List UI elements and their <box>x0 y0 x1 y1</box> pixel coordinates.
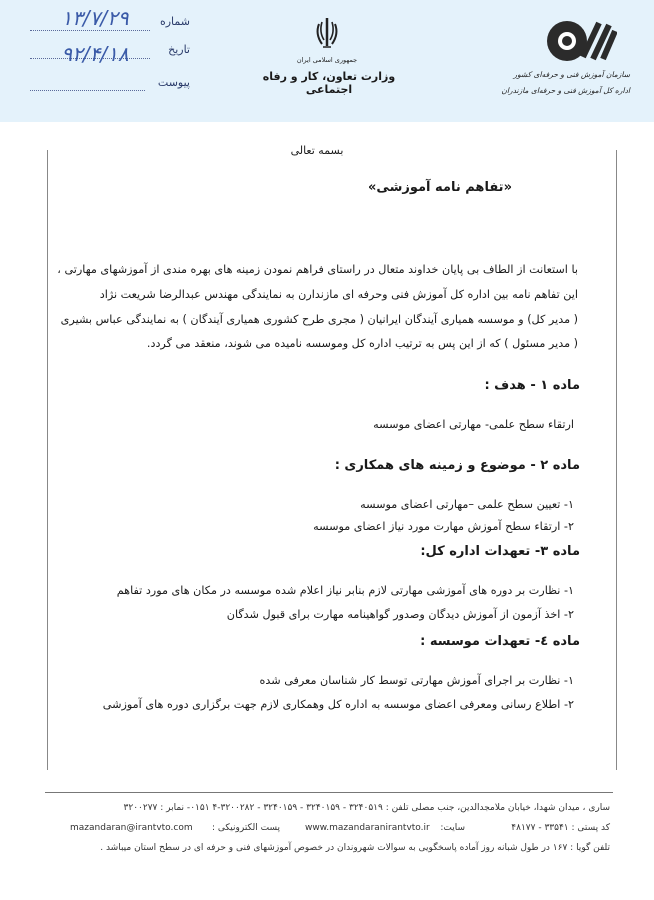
footer-email[interactable]: mazandaran@irantvto.com <box>70 823 193 833</box>
article-1-item: ارتقاء سطح علمی- مهارتی اعضای موسسه <box>373 418 574 431</box>
footer-postal: کد پستی : ۳۳۵۴۱ - ۴۸۱۷۷ <box>511 823 610 833</box>
article-2-heading: ماده ۲ - موضوع و زمینه های همکاری : <box>334 458 580 473</box>
basmala: بسمه تعالی <box>290 144 344 157</box>
intro-paragraph <box>57 258 578 281</box>
article-4-heading: ماده ٤- تعهدات موسسه : <box>420 634 580 649</box>
intro-paragraph-4 <box>80 332 578 355</box>
intro-line: ( مدیر کل) و موسسه همیاری آیندگان ایرانیان ( مجری طرح کشوری همیاری آیندگان ) به نمایندگی عباس بشیری <box>60 313 578 326</box>
article-4-item-1: ۱- نظارت بر اجرای آموزش مهارتی توسط کار شناسان معرفی شده <box>259 674 574 687</box>
org-name-line2: اداره کل آموزش فنی و حرفه‌ای مازندران <box>501 86 630 95</box>
article-2-item-2: ۲- ارتقاء سطح آموزش مهارت مورد نیاز اعضای موسسه <box>313 520 574 533</box>
org-name-line1: سازمان آموزش فنی و حرفه‌ای کشور <box>513 70 630 79</box>
ministry-name: وزارت تعاون، کار و رفاه اجتماعی <box>262 70 396 96</box>
article-1-heading: ماده ۱ - هدف : <box>484 378 580 393</box>
footer-website[interactable]: www.mazandaranirantvto.ir <box>305 823 430 833</box>
number-line <box>30 30 150 31</box>
article-2-item-1: ۱- تعیین سطح علمی –مهارتی اعضای موسسه <box>360 498 574 511</box>
number-value: ۱۳/۷/۲۹ <box>61 6 129 30</box>
intro-line: این تفاهم نامه بین اداره کل آموزش فنی وحرفه ای مازندارن به نمایندگی مهندس عبدالرضا شریعت نژاد <box>99 288 578 301</box>
footer-hotline: تلفن گویا : ۱۶۷ در طول شبانه روز آماده پاسخگویی به سوالات شهروندان در خصوص آموزشهای فنی و حرفه ای در سطح استان میباشد . <box>100 843 610 853</box>
intro-line: با استعانت از الطاف بی پایان خداوند متعال در راستای فراهم نمودن زمینه های بهره مندی از آموزشهای مهارتی ، <box>57 263 578 276</box>
footer-email-label: پست الکترونیکی : <box>211 823 280 833</box>
attachment-label: پیوست <box>157 76 190 89</box>
emblem-caption: جمهوری اسلامی ایران <box>296 56 358 64</box>
footer-divider <box>45 792 613 793</box>
iran-emblem-icon <box>313 16 341 50</box>
article-3-item-2: ۲- اخذ آزمون از آموزش دیدگان وصدور گواهینامه مهارت برای قبول شدگان <box>226 608 574 621</box>
intro-line: ( مدیر مسئول ) که از این پس به ترتیب اداره کل وموسسه نامیده می شوند، منعقد می گردد. <box>146 337 578 350</box>
article-3-item-1: ۱- نظارت بر دوره های آموزشی مهارتی لازم بنابر نیاز اعلام شده موسسه در مکان های مورد تفاهم <box>116 584 574 597</box>
date-value: ۹۲/۴/۱۸ <box>61 42 129 66</box>
date-label: تاریخ <box>168 43 190 56</box>
tvto-logo-icon <box>545 15 617 67</box>
footer-website-label: سایت: <box>440 823 465 833</box>
article-4-item-2: ۲- اطلاع رسانی ومعرفی اعضای موسسه به اداره کل وهمکاری لازم جهت برگزاری دوره های آموزشی <box>102 698 574 711</box>
article-3-heading: ماده ۳- تعهدات اداره کل: <box>420 544 580 559</box>
footer-address: ساری ، میدان شهدا، خیابان ملامجدالدین، جنب مصلی تلفن : ۳۲۴۰۵۱۹ - ۳۲۴۰۱۵۹ - ۳۲۴۰۱۵۹ - ۳۲۰۰۲۸۲-۴ ۰۱۵۱- نمابر : ۳۲۰۰۲۷۷ <box>123 803 610 813</box>
intro-paragraph-3 <box>60 308 578 331</box>
attachment-line <box>30 90 145 91</box>
number-label: شماره <box>159 15 190 28</box>
intro-paragraph-2 <box>80 283 578 306</box>
document-title: «تفاهم نامه آموزشی» <box>368 180 512 195</box>
